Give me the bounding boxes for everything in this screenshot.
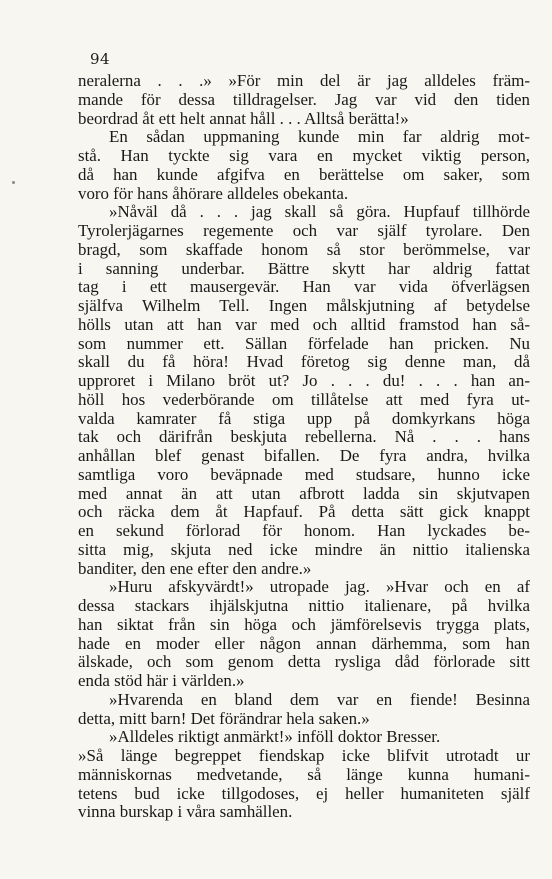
text-line: tetens bud icke tillgodoses, ej heller humaniteten själf (78, 783, 530, 803)
text-line: i sanning underbar. Bättre skytt har aldrig fattat (78, 258, 530, 278)
text-line: som nummer ett. Sällan förfelade han pricken. Nu (78, 333, 530, 353)
text-line: »Så länge begreppet fiendskap icke blifvit utrotadt ur (78, 746, 530, 765)
text-line: tag i ett mausergevär. Han var vida öfverlägsen (78, 277, 530, 297)
text-line: Tyrolerjägarnes regemente och var själf tyrolare. Den (78, 221, 530, 240)
text-line: han siktat från sin höga och jämförelsevis trygga plats, (78, 614, 530, 634)
text-line: banditer, den ene efter den andre.» (78, 558, 312, 578)
text-line: anhållan blef genast bifallen. De fyra andra, hvilka (78, 446, 530, 465)
text-line: voro för hans åhörare alldeles obekanta. (78, 183, 349, 203)
text-line: hölls utan att han var med och alltid framstod han så- (78, 314, 530, 334)
body-text (78, 72, 530, 822)
text-line: hade en moder eller någon annan därhemma, som han (78, 633, 530, 653)
text-line: tak och därifrån beskjuta rebellerna. Nå . . . hans (78, 427, 530, 447)
text-line: mande för dessa tilldragelser. Jag var vid den tiden (78, 89, 530, 109)
text-line: detta, mitt barn! Det förändrar hela saken.» (78, 708, 370, 728)
text-line: neralerna . . .» »För min del är jag alldeles främ- (78, 71, 530, 90)
text-line: »Alldeles riktigt anmärkt!» inföll doktor Bresser. (109, 727, 441, 747)
text-line: skall du få höra! Hvad företog sig denne man, då (78, 352, 530, 372)
text-line: människornas medvetande, så länge kunna humani- (78, 764, 530, 784)
text-line: stå. Han tyckte sig vara en mycket viktig person, (78, 146, 530, 165)
text-line: med annat än att utan afbrott ladda sin skjutvapen (78, 483, 530, 503)
text-line: valda kamrater få stiga upp på domkyrkans höga (78, 408, 530, 428)
text-line: »Nåväl då . . . jag skall så göra. Hupfauf tillhörde (109, 202, 530, 222)
page-number: 94 (90, 50, 111, 68)
text-line: en sekund förlorad för honom. Han lyckades be- (78, 521, 530, 540)
text-line: höll hos vederbörande om tillåtelse att med fyra ut- (78, 389, 530, 409)
margin-speck (12, 181, 15, 184)
text-line: »Hvarenda en bland dem var en fiende! Besinna (109, 689, 530, 709)
text-line: upproret i Milano bröt ut? Jo . . . du! . . . han an- (78, 371, 530, 390)
text-line: beordrad åt ett helt annat håll . . . Alltså berätta!» (78, 108, 409, 128)
text-line: En sådan uppmaning kunde min far aldrig mot- (109, 127, 530, 147)
text-line: bragd, som skaffade honom så stor berömmelse, var (78, 239, 530, 259)
text-line: sitta mig, skjuta ned icke mindre än nittio italienska (78, 539, 530, 559)
text-line: och räcka dem åt Hapfauf. På detta sätt gick knappt (78, 502, 530, 522)
text-line: själfva Wilhelm Tell. Ingen målskjutning af betydelse (78, 296, 530, 315)
text-line: »Huru afskyvärdt!» utropade jag. »Hvar och en af (109, 577, 530, 597)
text-line: då han kunde afgifva en berättelse om saker, som (78, 164, 530, 184)
text-line: enda stöd här i världen.» (78, 671, 245, 690)
text-line: samtliga voro beväpnade med studsare, hunno icke (78, 464, 530, 484)
text-line: vinna burskap i våra samhällen. (78, 802, 293, 822)
text-line: dessa stackars ihjälskjutna nittio italienare, på hvilka (78, 596, 530, 615)
text-line: älskade, och som genom detta rysliga dåd förlorade sitt (78, 652, 530, 672)
